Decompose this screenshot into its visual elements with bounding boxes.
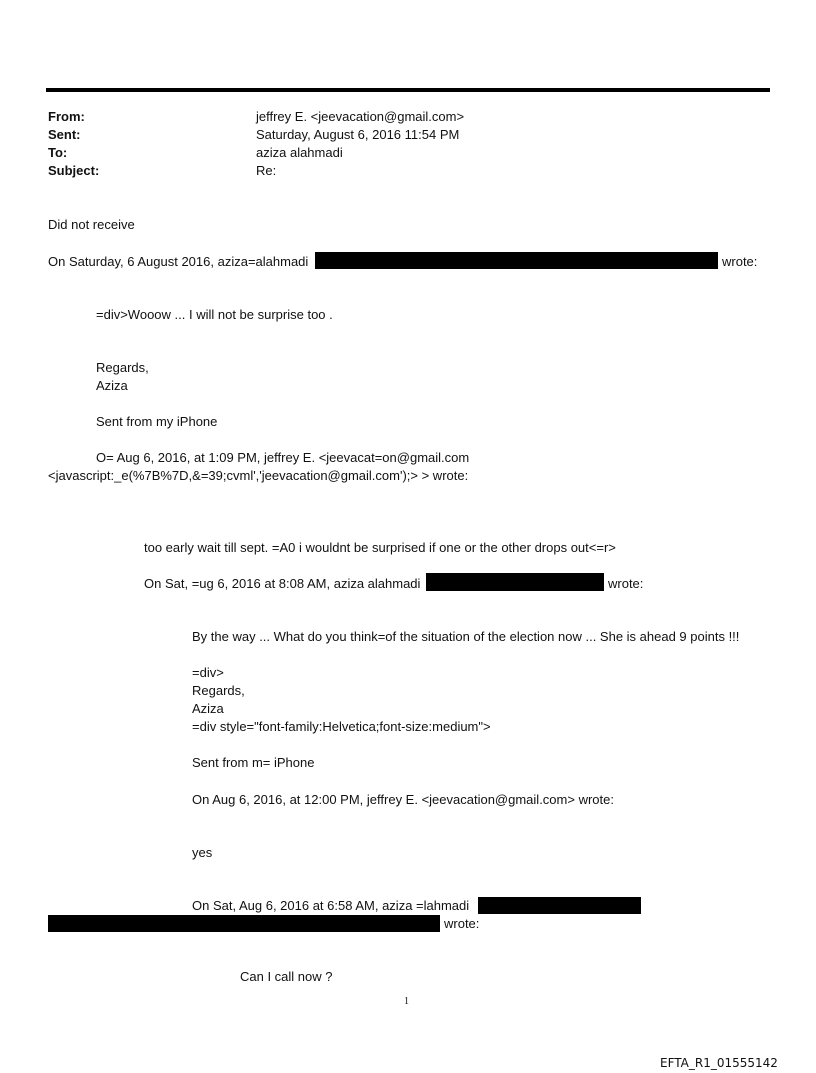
from-label: From: (48, 109, 85, 124)
q1-name: Aziza (96, 378, 128, 393)
q4-wrote: wrote: (444, 916, 480, 931)
q1-regards: Regards, (96, 360, 149, 375)
q1-sent-from: Sent from my iPhone (96, 414, 218, 429)
redaction-box (48, 915, 440, 932)
to-value: aziza alahmadi (256, 145, 343, 160)
sent-label: Sent: (48, 127, 81, 142)
q3-div: =div> (192, 665, 224, 680)
subject-label: Subject: (48, 163, 100, 178)
header-rule (46, 88, 770, 92)
sent-value: Saturday, August 6, 2016 11:54 PM (256, 127, 460, 142)
reply-text: Did not receive (48, 217, 135, 232)
q3-intro: On Aug 6, 2016, at 12:00 PM, jeffrey E. <jeevacation@gmail.com> wrote: (192, 792, 614, 807)
redaction-box (315, 252, 718, 269)
q2-line1: too early wait till sept. =A0 i wouldnt be surprised if one or the other drops out<=r> (144, 540, 616, 555)
quote1-intro: On Saturday, 6 August 2016, aziza=alahmadi (48, 254, 309, 269)
redaction-box (478, 897, 641, 914)
q3-line1: By the way ... What do you think=of the situation of the election now ... She is ahead 9 points !!! (192, 629, 740, 644)
from-value: jeffrey E. <jeevacation@gmail.com> (256, 109, 465, 124)
q5-line1: Can I call now ? (240, 969, 333, 984)
to-label: To: (48, 145, 68, 160)
redaction-box (426, 573, 604, 591)
q1-intro2-line1: O= Aug 6, 2016, at 1:09 PM, jeffrey E. <jeevacat=on@gmail.com (96, 450, 470, 465)
q1-line1: =div>Wooow ... I will not be surprise too . (96, 307, 333, 322)
q3-style: =div style="font-family:Helvetica;font-size:medium"> (192, 719, 491, 734)
quote1-wrote: wrote: (722, 254, 758, 269)
q1-intro2-line2: <javascript:_e(%7B%7D,&=39;cvml','jeevacation@gmail.com');> > wrote: (48, 468, 469, 483)
q4-intro: On Sat, Aug 6, 2016 at 6:58 AM, aziza =lahmadi (192, 898, 470, 913)
q3-regards: Regards, (192, 683, 245, 698)
q2-intro: On Sat, =ug 6, 2016 at 8:08 AM, aziza alahmadi (144, 576, 421, 591)
q3-sent-from: Sent from m= iPhone (192, 755, 315, 770)
subject-value: Re: (256, 163, 277, 178)
document-id: EFTA_R1_01555142 (660, 1056, 778, 1070)
q3-name: Aziza (192, 701, 224, 716)
q2-wrote: wrote: (608, 576, 644, 591)
page-number: 1 (404, 996, 409, 1007)
q4-yes: yes (192, 845, 213, 860)
